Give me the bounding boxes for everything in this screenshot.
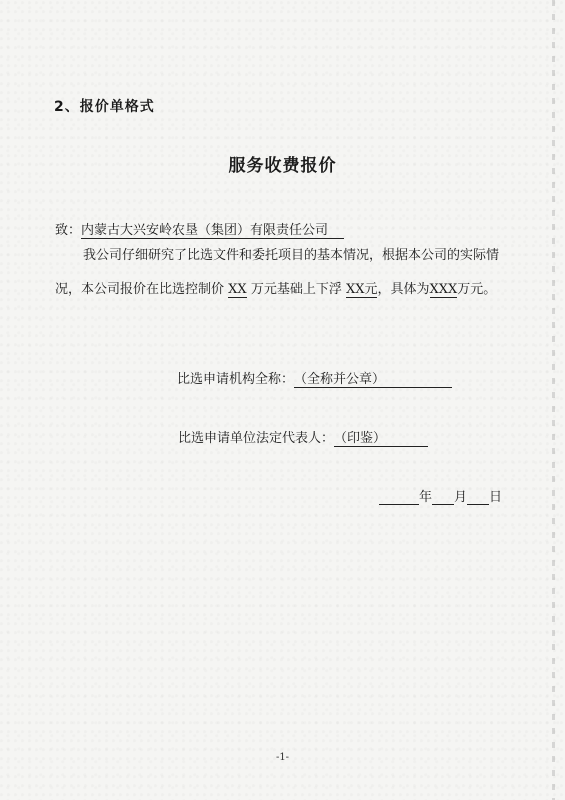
day-label: 日 [489,490,503,505]
recipient-line [55,219,344,238]
applicant-organization-label: 比选申请机构全称： [177,372,295,387]
month-label: 月 [454,490,468,505]
year-label: 年 [419,490,433,505]
applicant-organization-blank [294,368,452,388]
float-amount-value: XX元 [345,282,378,297]
legal-representative-hint: （印鉴） [334,431,387,446]
body-paragraph [55,239,515,307]
year-blank [379,490,419,505]
month-blank [432,490,454,505]
total-value: XXX [429,282,458,297]
body-text-1: 我公司仔细研究了比选文件和委托项目的基本情况，根据本公司的实际情况，本公司报价在比选控制价 [55,248,500,297]
legal-representative-line [178,427,428,447]
applicant-organization-line [177,368,452,388]
section-heading: 2、报价单格式 [54,99,155,115]
date-line [379,486,502,505]
body-text-4: 万元。 [457,282,497,297]
page-number: -1- [275,752,290,763]
scan-edge-marks [552,0,555,800]
body-text-2: 万元基础上下浮 [250,282,342,297]
day-blank [467,490,489,505]
body-text-3: ，具体为 [377,282,430,297]
applicant-organization-hint: （全称并公章） [294,372,386,387]
legal-representative-label: 比选申请单位法定代表人： [178,431,335,446]
recipient-prefix: 致： [55,223,82,238]
document-title: 服务收费报价 [228,156,337,176]
control-price-value: XX [228,282,247,297]
legal-representative-blank [334,427,428,447]
recipient-company: 内蒙古大兴安岭农垦（集团）有限责任公司 [81,223,344,239]
